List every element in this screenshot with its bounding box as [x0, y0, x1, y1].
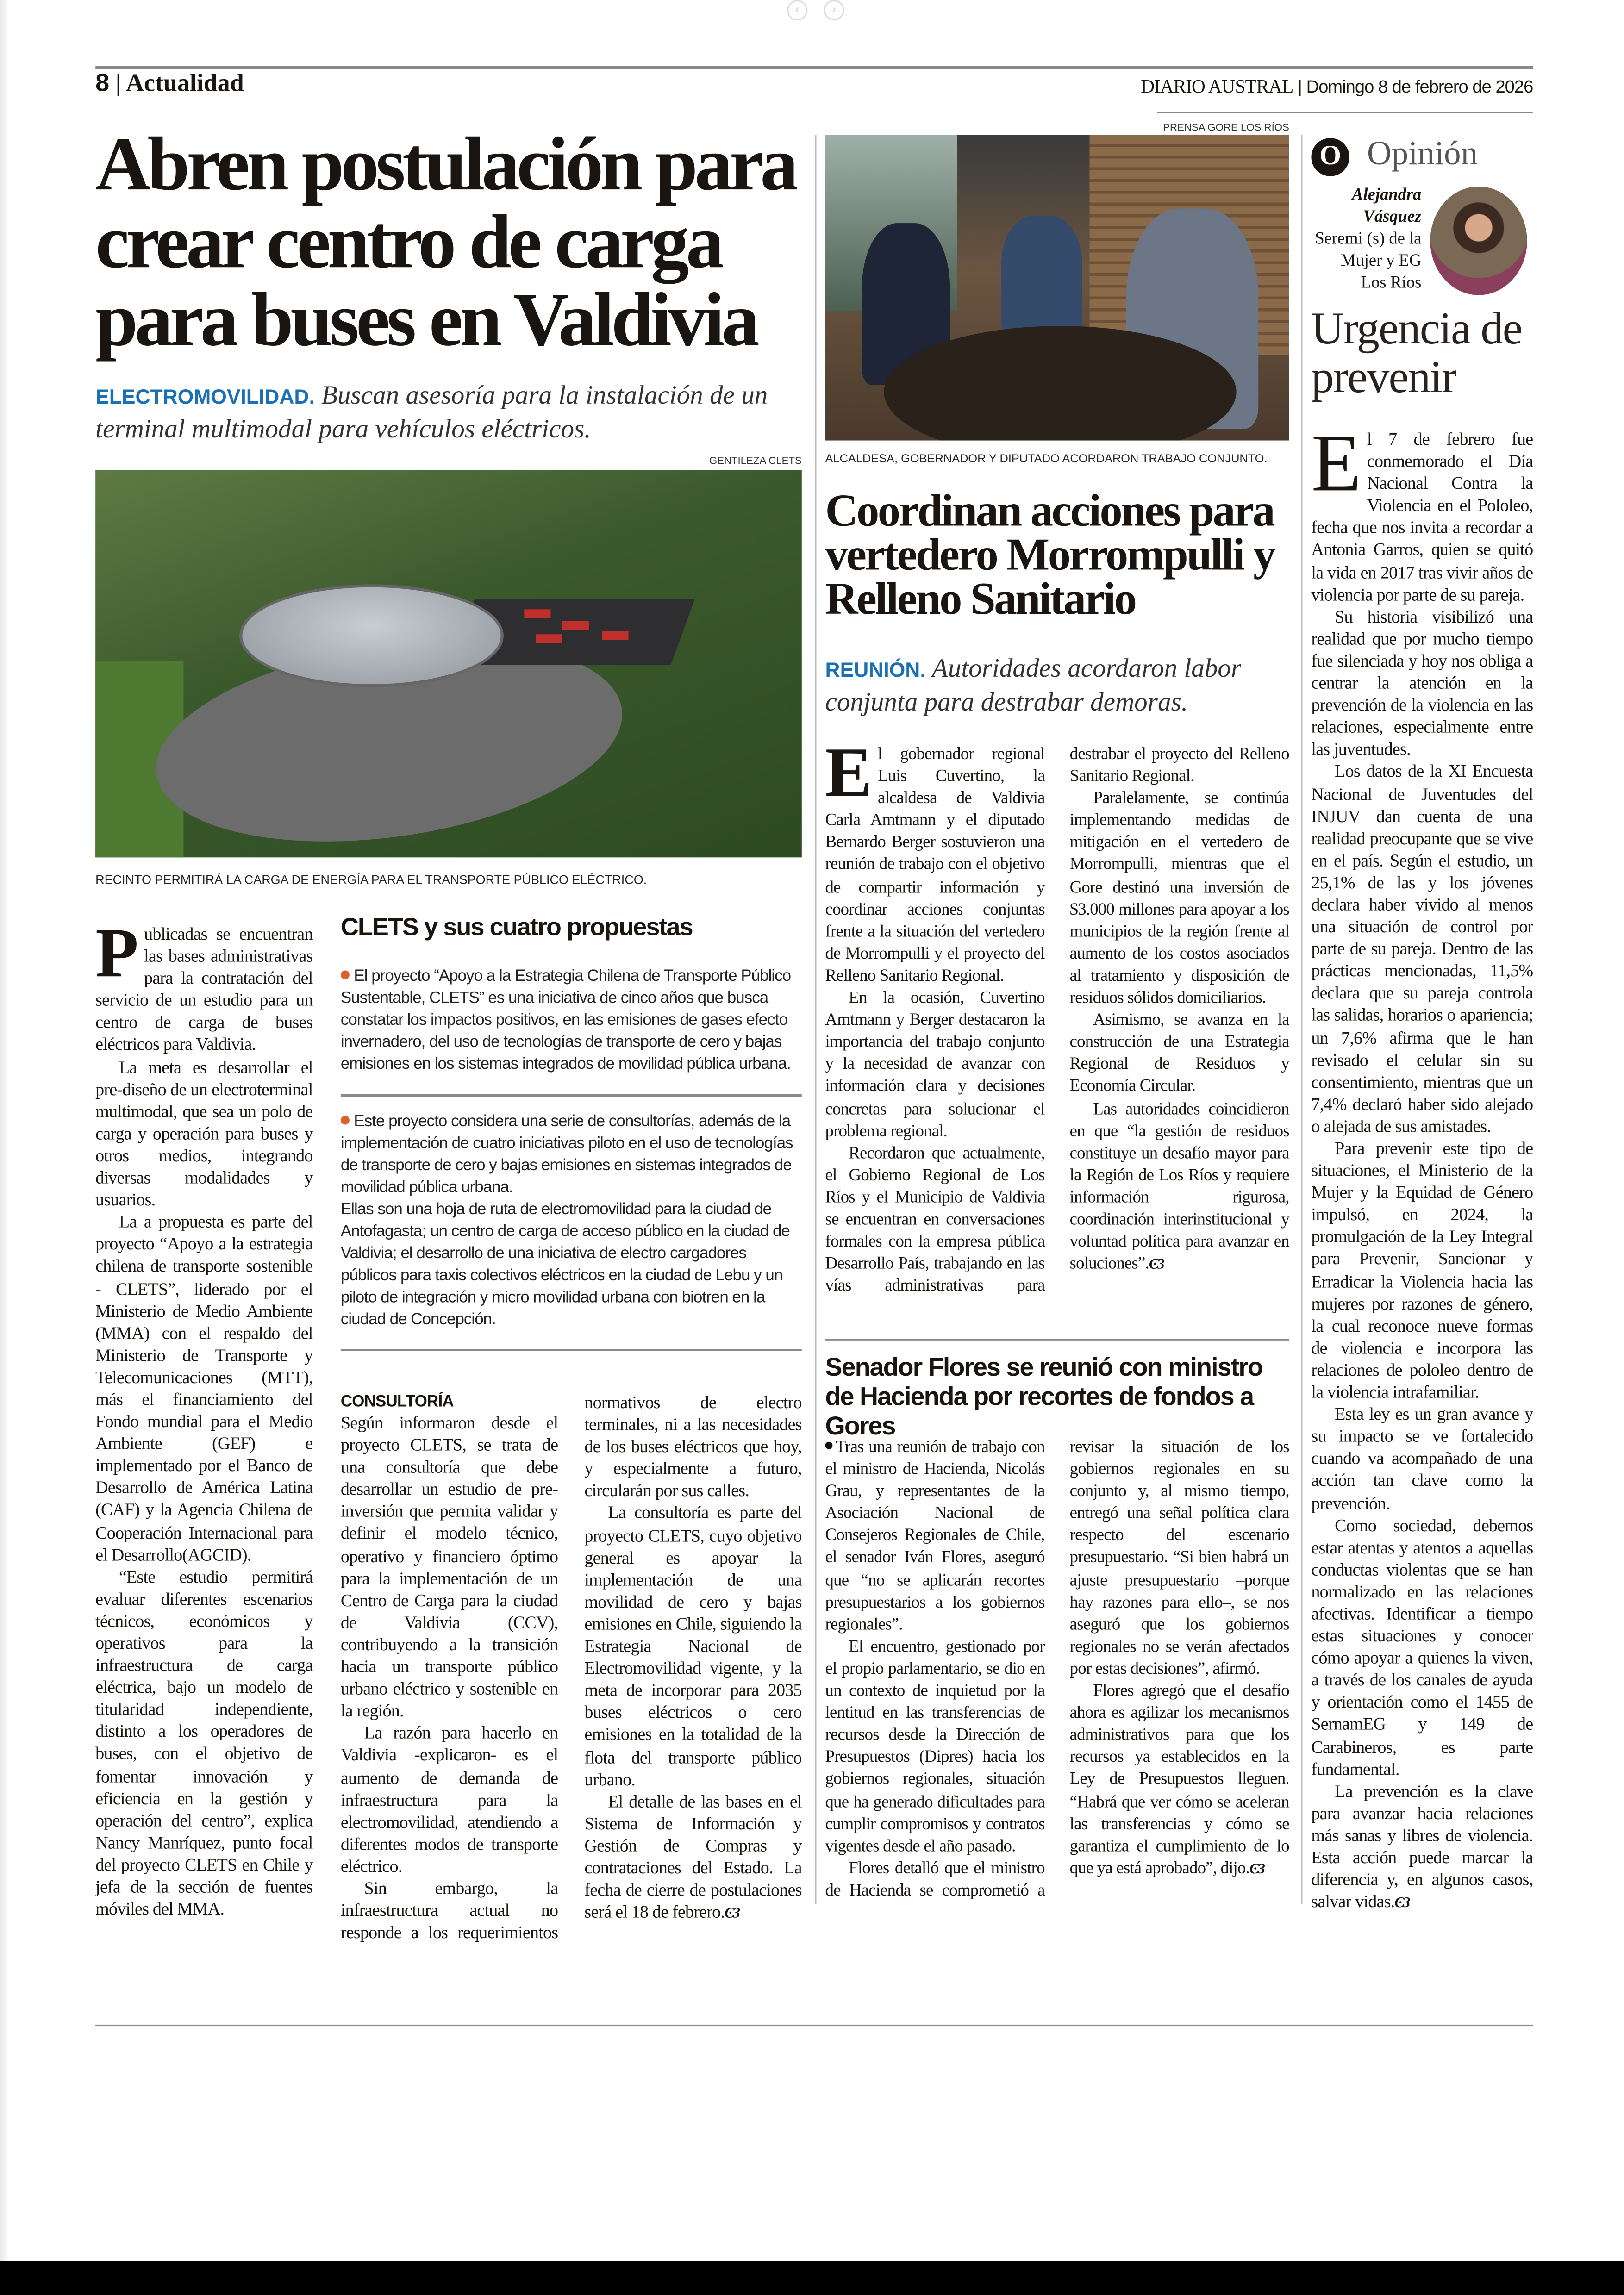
prev-page-icon[interactable]: ‹	[787, 0, 807, 20]
paragraph: Recordaron que actualmente, el Gobierno Regional de Los Ríos y el Municipio de Valdivia se encuentran en conversaciones formales con la empresa pública Desarrollo País, trabajando en las vías administrativas para destrabar el proyecto del Relleno Sanitario Regional.	[825, 744, 1289, 1296]
photo-bus	[536, 634, 562, 643]
opinion-headline: Urgencia de prevenir	[1311, 302, 1522, 403]
next-page-icon[interactable]: ›	[824, 0, 844, 20]
paragraph: Su historia visibilizó una realidad que por mucho tiempo fue silenciada y hoy nos obliga a centrar la atención en la prevención de la violencia en las relaciones, especialmente entre las juventudes.	[1311, 606, 1533, 760]
masthead	[1141, 75, 1533, 99]
end-mark-icon: Ͼ3	[725, 1906, 739, 1922]
third-headline: Senador Flores se reunió con ministro de Hacienda por recortes de fondos a Gores	[825, 1352, 1262, 1441]
meeting-photo	[825, 135, 1289, 441]
second-kicker: REUNIÓN.	[825, 657, 926, 681]
clets-sidebar-box	[341, 913, 802, 1366]
section-name: Actualidad	[126, 69, 244, 97]
box-divider	[341, 1094, 802, 1096]
lead-caption: RECINTO PERMITIRÁ LA CARGA DE ENERGÍA PARA EL TRANSPORTE PÚBLICO ELÉCTRICO.	[95, 872, 647, 887]
bullet-text: El proyecto “Apoyo a la Estrategia Chilena de Transporte Público Sustentable, CLETS” es una iniciativa de cinco años que busca constatar los impactos positivos, en las emisiones de gases efecto invernadero, del uso de tecnologías de transporte de cero y bajas emisiones en los sistemas integrados de movilidad pública urbana.	[340, 967, 791, 1073]
lead-body-column	[95, 915, 313, 1921]
consultoria-section	[341, 1392, 802, 1944]
opinion-body	[1311, 418, 1533, 1915]
author-last-name: Vásquez	[1363, 208, 1422, 226]
subheading: CONSULTORÍA	[340, 1393, 454, 1411]
paragraph: La consultoría es parte del proyecto CLETS, cuyo objetivo general es apoyar la implementación de una movilidad de cero y bajas emisiones en Chile, siguiendo la Estrategia Nacional de Electromovilidad vigente, y la meta de incorporar para 2035 buses eléctricos o cero emisiones en la totalidad de la flota del transporte público urbano.	[584, 1503, 802, 1790]
paragraph: El encuentro, gestionado por el propio parlamentario, se dio en un contexto de inquietud por la lentitud en las transferencias de recursos desde la Dirección de Presupuestos (Dipres) hacia los gobiernos regionales, situación que ha generado dificultades para cumplir compromisos y contratos vigentes desde el año pasado.	[825, 1637, 1045, 1856]
paragraph: “Este estudio permitirá evaluar diferentes escenarios técnicos, económicos y operativos para la infraestructura de carga eléctrica, bajo un modelo de titularidad independiente, distinto a los operadores de buses, con el objetivo de fomentar innovación y eficiencia en la gestión y operación del centro”, explica Nancy Manríquez, punto focal del proyecto CLETS en Chile y jefa de la sección de fuentes móviles del MMA.	[95, 1566, 313, 1919]
paragraph: Flores detalló que el ministro de Hacienda se comprometió a revisar la situación de los gobiernos regionales en su conjunto y, al mismo tiempo, entregó una señal política clara respecto del escenario presupuestario. “Si bien habrá un ajuste presupuestario –porque hay razones para ello–, se nos aseguró que los gobiernos regionales no se verán afectados por estas decisiones”, afirmó.	[825, 1437, 1289, 1900]
paragraph: ublicadas se encuentran las bases administrativas para la contratación del servicio de un estudio para un centro de carga de buses eléctricos para Valdivia.	[95, 923, 313, 1055]
section-label	[95, 69, 244, 98]
lead-kicker: ELECTROMOVILIDAD.	[95, 385, 315, 408]
author-block	[1311, 185, 1421, 295]
photo-roof	[239, 584, 504, 687]
paragraph: Sin embargo, la infraestructura actual no responde a los requerimientos normativos de electro terminales, ni a las necesidades de los buses eléctricos que hoy, y especialmente a futuro, circularán por sus calles.	[340, 1391, 802, 1943]
paragraph: Paralelamente, se continúa implementando medidas de mitigación en el vertedero de Morrompulli, mientras que el Gore destinó una inversión de $3.000 millones para apoyar a los municipios de la región frente al aumento de los costos asociados al tratamiento y disposición de residuos sólidos domiciliarios.	[1069, 788, 1289, 1007]
paragraph: Esta ley es un gran avance y su impacto se ve fortalecido cuando va acompañado de una acción tan clave como la prevención.	[1311, 1403, 1533, 1513]
end-mark-icon: Ͼ3	[1394, 1896, 1409, 1912]
box-text: Ellas son una hoja de ruta de electromovilidad para la ciudad de Antofagasta; un centro de carga de acceso público en la ciudad de Valdivia; el desarrollo de una iniciativa de electro cargadores públicos para taxis colectivos eléctricos en la ciudad de Lebu y un piloto de integración y micro movilidad urbana con biotren en la ciudad de Concepción.	[340, 1200, 790, 1328]
separator: |	[1298, 76, 1302, 97]
box-divider	[341, 1348, 802, 1351]
paragraph: Según informaron desde el proyecto CLETS, se trata de una consultoría que debe desarrollar un estudio de pre-inversión que permita validar y definir el modelo técnico, operativo y financiero óptimo para la implementación de un Centro de Carga para la ciudad de Valdivia (CCV), contribuyendo a la transición hacia un transporte público urbano eléctrico y sostenible en la región.	[340, 1412, 558, 1721]
viewer-bottom-bar	[0, 2261, 1624, 2295]
opinion-logo-icon: O	[1311, 138, 1349, 176]
header-sub-rule	[1157, 112, 1533, 113]
box-bullet	[341, 1110, 802, 1198]
issue-date: Domingo 8 de febrero de 2026	[1306, 76, 1533, 97]
article-divider	[825, 1339, 1289, 1341]
second-headline: Coordinan acciones para vertedero Morrompulli y Relleno Sanitario	[825, 484, 1274, 624]
paragraph: Las autoridades coincidieron en que “la gestión de residuos constituye un desafío mayor para la Región de Los Ríos y requiere información rigurosa, coordinación interinstitucional y voluntad política para avanzar en soluciones”.	[1069, 1099, 1289, 1273]
paper-name: DIARIO AUSTRAL	[1141, 75, 1293, 97]
end-mark-icon: Ͼ3	[1249, 1861, 1264, 1878]
photo-person	[1001, 216, 1082, 333]
drop-cap: P	[95, 915, 138, 993]
author-role: Seremi (s) de la Mujer y EG Los Ríos	[1315, 230, 1422, 293]
paragraph: Para prevenir este tipo de situaciones, el Ministerio de la Mujer y la Equidad de Género impulsó, en 2024, la promulgación de la Ley Integral para Prevenir, Sancionar y Erradicar la Violencia hacia las mujeres por razones de género, la cual reconoce nueve formas de violencia e incorpora las relaciones de pololeo dentro de la violencia intrafamiliar.	[1311, 1138, 1533, 1403]
author-first-name: Alejandra	[1352, 186, 1422, 204]
paragraph: Tras una reunión de trabajo con el ministro de Hacienda, Nicolás Grau, y representantes de la Asociación Nacional de Consejeros Regionales de Chile, el senador Iván Flores, aseguró que “no se aplicarán recortes presupuestarios a los gobiernos regionales”.	[825, 1437, 1045, 1634]
paragraph: Como sociedad, debemos estar atentas y atentos a aquellas conductas violentas que se han normalizado en las relaciones afectivas. Identificar a tiempo estas situaciones y conocer cómo apoyar a quienes la viven, a través de los canales de ayuda y orientación como el 1455 de SernamEG y 149 de Carabineros, es parte fundamental.	[1311, 1515, 1533, 1779]
paragraph: l 7 de febrero fue conmemorado el Día Nacional Contra la Violencia en el Pololeo, fecha que nos invita a recordar a Antonia Garros, quien se quitó la vida en 2017 tras vivir años de violencia por parte de su pareja.	[1311, 429, 1533, 605]
bullet-icon	[341, 971, 350, 979]
second-subhead-text: Autoridades acordaron labor conjunta para destrabar demoras.	[825, 653, 1242, 717]
paragraph: Asimismo, se avanza en la construcción de una Estrategia Regional de Residuos y Economía Circular.	[1069, 1010, 1289, 1096]
paragraph: La meta es desarrollar el pre-diseño de un electroterminal multimodal, que sea un polo de carga y operación para buses y otros medios, integrando diversas modalidades y usuarios.	[95, 1056, 313, 1210]
paragraph: La razón para hacerlo en Valdivia -explicaron- es el aumento de demanda de infraestructura para la electromovilidad, atendiendo a diferentes modos de transporte eléctrico.	[340, 1722, 558, 1877]
box-bullet	[341, 966, 802, 1076]
lead-subhead-text: Buscan asesoría para la instalación de un terminal multimodal para vehículos eléctricos.	[95, 380, 768, 443]
bullet-icon	[341, 1115, 350, 1124]
drop-cap: E	[825, 734, 872, 812]
second-body	[825, 734, 1289, 1297]
paragraph: Los datos de la XI Encuesta Nacional de Juventudes del INJUV dan cuenta de una realidad preocupante que se vive en el país. Según el estudio, un 25,1% de las y los jóvenes declara haber vivido al menos una situación de control por parte de su pareja. Dentro de las prácticas mencionadas, 11,5% declara que su pareja controla las salidas, horarios o apariencia; un 7,6% afirma que le han revisado el celular sin su consentimiento, mientras que un 7,4% declaró haber sido alejado o alejada de sus amistades.	[1311, 761, 1533, 1136]
second-subhead	[825, 652, 1289, 718]
opinion-section-title: Opinión	[1367, 135, 1478, 172]
column-divider	[815, 135, 816, 1904]
paragraph: Flores agregó que el desafío ahora es agilizar los mecanismos administrativos para que los recursos ya establecidos en la Ley de Presupuestos lleguen. “Habrá que ver cómo se aceleran las transferencias y cómo se garantiza el cumplimiento de lo que ya está aprobado”, dijo.	[1069, 1681, 1289, 1878]
column-divider	[1301, 135, 1302, 1904]
photo-bus	[524, 609, 550, 618]
photo-bus	[562, 621, 589, 630]
bullet-text: Este proyecto considera una serie de consultorías, además de la implementación de cuatro iniciativas piloto en el uso de tecnologías de transporte de cero y bajas emisiones en sistemas integrados de movilidad pública urbana.	[340, 1112, 793, 1196]
header-top-rule	[95, 66, 1533, 69]
third-body	[825, 1436, 1289, 1901]
page-edge-shadow	[0, 0, 9, 2261]
paragraph: La a propuesta es parte del proyecto “Apoyo a la estrategia chilena de transporte sostenible - CLETS”, liderado por el Ministerio de Medio Ambiente (MMA) con el respaldo del Ministerio de Transporte y Telecomunicaciones (MTT), más el financiamiento del Fondo mundial para el Medio Ambiente (GEF) e implementado por el Banco de Desarrollo de América Latina (CAF) y la Agencia Chilena de Cooperación Internacional para el Desarrollo(AGCID).	[95, 1211, 313, 1565]
lead-subhead	[95, 379, 800, 445]
page-bottom-rule	[95, 2025, 1533, 2026]
page-number: 8	[95, 69, 110, 97]
drop-cap: E	[1311, 418, 1362, 510]
separator: |	[115, 69, 121, 97]
lead-photo-credit: GENTILEZA CLETS	[709, 456, 802, 467]
box-title: CLETS y sus cuatro propuestas	[340, 913, 693, 942]
second-photo-credit: PRENSA GORE LOS RÍOS	[1163, 123, 1289, 134]
bullet-icon	[825, 1442, 833, 1449]
photo-bus	[602, 631, 628, 640]
paragraph: En la ocasión, Cuvertino Amtmann y Berger destacaron la importancia del trabajo conjunto y la necesidad de avanzar con información clara y decisiones concretas para solucionar el problema regional.	[825, 988, 1045, 1141]
author-avatar	[1430, 187, 1527, 295]
paragraph: La prevención es la clave para avanzar hacia relaciones más sanas y libres de violencia. Esta acción puede marcar la diferencia y, en algunos casos, salvar vidas.	[1311, 1780, 1533, 1912]
second-caption: ALCALDESA, GOBERNADOR Y DIPUTADO ACORDARON TRABAJO CONJUNTO.	[825, 452, 1268, 466]
end-mark-icon: Ͼ3	[1149, 1257, 1163, 1273]
lead-headline: Abren postulación para crear centro de carga para buses en Valdivia	[95, 123, 795, 363]
paragraph: El detalle de las bases en el Sistema de Información y Gestión de Compras y contrataciones del Estado. La fecha de cierre de postulaciones será el 18 de febrero.	[584, 1790, 802, 1922]
charging-center-render-photo	[95, 470, 802, 857]
paragraph: l gobernador regional Luis Cuvertino, la alcaldesa de Valdivia Carla Amtmann y el diputado Bernardo Berger sostuvieron una reunión de trabajo con el objetivo de compartir información y coordinar acciones conjuntas frente a la situación del vertedero de Morrompulli y el proyecto del Relleno Sanitario Regional.	[825, 744, 1045, 985]
